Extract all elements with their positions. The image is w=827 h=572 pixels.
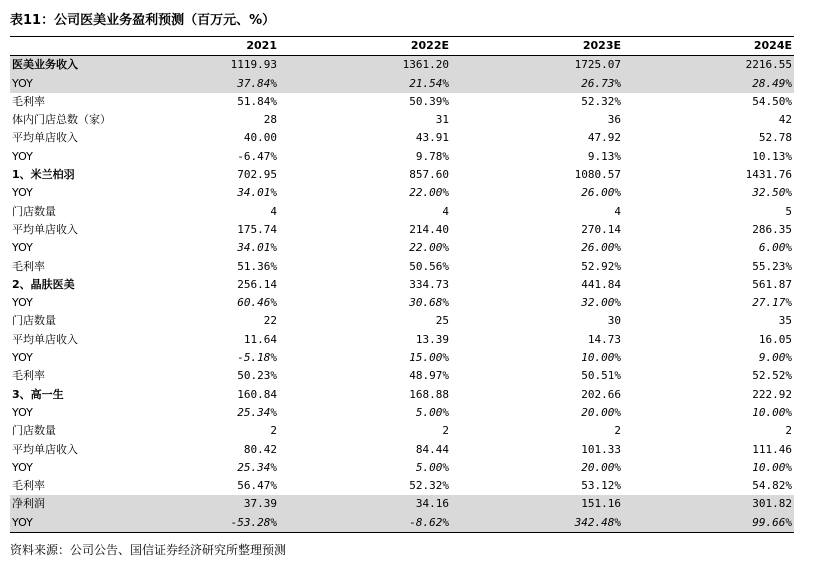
value-cell: 9.00% xyxy=(758,351,792,365)
header-cell-label xyxy=(10,37,170,56)
value-cell: 6.00% xyxy=(758,241,792,255)
table-row xyxy=(10,477,794,495)
value-cell: 50.51% xyxy=(581,369,621,383)
value-cell: 60.46% xyxy=(237,296,277,310)
row-label: 平均单店收入 xyxy=(12,442,78,456)
row-label: 毛利率 xyxy=(12,94,45,108)
table-row xyxy=(10,367,794,385)
value-cell: 21.54% xyxy=(279,75,451,93)
value-cell: 52.78 xyxy=(758,131,792,145)
value-cell: 16.05 xyxy=(758,332,792,346)
value-cell: 14.73 xyxy=(587,332,621,346)
value-cell: 51.84% xyxy=(237,94,277,108)
value-cell: -6.47% xyxy=(237,149,277,163)
value-cell: 168.88 xyxy=(409,387,449,401)
value-cell: 175.74 xyxy=(237,222,277,236)
value-cell: 25 xyxy=(435,314,449,328)
row-label: 2、晶肤医美 xyxy=(12,277,75,291)
header-cell-2024e: 2024E xyxy=(623,37,794,56)
value-cell: 342.48% xyxy=(451,514,623,533)
value-cell: 214.40 xyxy=(409,222,449,236)
table-title: 表11：公司医美业务盈利预测（百万元、%） xyxy=(10,13,276,28)
value-cell: 2 xyxy=(785,424,792,438)
value-cell: 22 xyxy=(263,314,277,328)
header-cell-2022e: 2022E xyxy=(279,37,451,56)
value-cell: 27.17% xyxy=(752,296,792,310)
value-cell: 151.16 xyxy=(451,495,623,513)
header-cell-2023e: 2023E xyxy=(451,37,623,56)
value-cell: 37.84% xyxy=(170,75,279,93)
source-note: 资料来源：公司公告、国信证券经济研究所整理预测 xyxy=(10,543,287,557)
table-row xyxy=(10,276,794,294)
table-row xyxy=(10,312,794,330)
row-label: YOY xyxy=(12,186,33,200)
table-row xyxy=(10,56,794,75)
value-cell: 1725.07 xyxy=(451,56,623,75)
value-cell: 26.00% xyxy=(581,186,621,200)
table-row xyxy=(10,422,794,440)
value-cell: -53.28% xyxy=(170,514,279,533)
value-cell: 55.23% xyxy=(752,259,792,273)
row-label: 净利润 xyxy=(10,495,170,513)
row-label: 平均单店收入 xyxy=(12,222,78,236)
value-cell: 52.52% xyxy=(752,369,792,383)
value-cell: 286.35 xyxy=(752,222,792,236)
value-cell: 10.13% xyxy=(752,149,792,163)
value-cell: 22.00% xyxy=(409,186,449,200)
value-cell: 10.00% xyxy=(581,351,621,365)
value-cell: 4 xyxy=(614,204,621,218)
value-cell: 53.12% xyxy=(581,479,621,493)
value-cell: 9.13% xyxy=(587,149,621,163)
row-label: 门店数量 xyxy=(12,204,56,218)
value-cell: 5.00% xyxy=(415,460,449,474)
row-label: YOY xyxy=(12,241,33,255)
value-cell: 5 xyxy=(785,204,792,218)
row-label: 门店数量 xyxy=(12,424,56,438)
value-cell: 10.00% xyxy=(752,460,792,474)
table-row xyxy=(10,93,794,111)
table-row xyxy=(10,148,794,166)
value-cell: 52.32% xyxy=(409,479,449,493)
row-label: YOY xyxy=(12,149,33,163)
value-cell: 22.00% xyxy=(409,241,449,255)
value-cell: 28.49% xyxy=(623,75,794,93)
value-cell: 34.16 xyxy=(279,495,451,513)
table-row xyxy=(10,459,794,477)
row-label: YOY xyxy=(12,405,33,419)
value-cell: 301.82 xyxy=(623,495,794,513)
value-cell: 50.56% xyxy=(409,259,449,273)
value-cell: 25.34% xyxy=(237,460,277,474)
value-cell: 48.97% xyxy=(409,369,449,383)
table-row xyxy=(10,184,794,202)
value-cell: 857.60 xyxy=(409,168,449,182)
value-cell: 34.01% xyxy=(237,241,277,255)
value-cell: 202.66 xyxy=(581,387,621,401)
table-row xyxy=(10,514,794,533)
value-cell: 4 xyxy=(442,204,449,218)
value-cell: 1080.57 xyxy=(574,168,621,182)
value-cell: 1361.20 xyxy=(279,56,451,75)
value-cell: 5.00% xyxy=(415,405,449,419)
value-cell: 35 xyxy=(778,314,792,328)
header-row xyxy=(10,37,794,56)
value-cell: 334.73 xyxy=(409,277,449,291)
value-cell: 256.14 xyxy=(237,277,277,291)
row-label: YOY xyxy=(10,75,170,93)
value-cell: 42 xyxy=(778,113,792,127)
value-cell: 32.50% xyxy=(752,186,792,200)
table-row xyxy=(10,349,794,367)
value-cell: 52.32% xyxy=(581,94,621,108)
value-cell: 20.00% xyxy=(581,460,621,474)
value-cell: 30.68% xyxy=(409,296,449,310)
value-cell: 441.84 xyxy=(581,277,621,291)
table-row xyxy=(10,294,794,312)
row-label: 体内门店总数（家） xyxy=(12,113,111,127)
value-cell: 222.92 xyxy=(752,387,792,401)
value-cell: 25.34% xyxy=(237,405,277,419)
table-row xyxy=(10,203,794,221)
table-row xyxy=(10,221,794,239)
value-cell: 160.84 xyxy=(237,387,277,401)
forecast-table xyxy=(10,36,794,533)
row-label: YOY xyxy=(10,514,170,533)
table-row xyxy=(10,166,794,184)
value-cell: 2 xyxy=(614,424,621,438)
row-label: 1、米兰柏羽 xyxy=(12,168,75,182)
value-cell: 11.64 xyxy=(243,332,277,346)
value-cell: 30 xyxy=(607,314,621,328)
value-cell: 26.00% xyxy=(581,241,621,255)
table-row xyxy=(10,75,794,93)
value-cell: 270.14 xyxy=(581,222,621,236)
value-cell: 101.33 xyxy=(581,442,621,456)
value-cell: 99.66% xyxy=(623,514,794,533)
value-cell: 561.87 xyxy=(752,277,792,291)
row-label: 平均单店收入 xyxy=(12,332,78,346)
value-cell: 84.44 xyxy=(415,442,449,456)
value-cell: 31 xyxy=(435,113,449,127)
value-cell: 50.39% xyxy=(409,94,449,108)
value-cell: 2216.55 xyxy=(623,56,794,75)
value-cell: 52.92% xyxy=(581,259,621,273)
row-label: 3、高一生 xyxy=(12,387,64,401)
value-cell: 50.23% xyxy=(237,369,277,383)
value-cell: 28 xyxy=(263,113,277,127)
value-cell: 13.39 xyxy=(415,332,449,346)
value-cell: 26.73% xyxy=(451,75,623,93)
value-cell: 54.50% xyxy=(752,94,792,108)
row-label: 医美业务收入 xyxy=(10,56,170,75)
value-cell: 2 xyxy=(270,424,277,438)
row-label: YOY xyxy=(12,460,33,474)
value-cell: 9.78% xyxy=(415,149,449,163)
table-row xyxy=(10,129,794,147)
table-row xyxy=(10,258,794,276)
value-cell: 111.46 xyxy=(752,442,792,456)
table-row xyxy=(10,404,794,422)
value-cell: 37.39 xyxy=(170,495,279,513)
value-cell: 32.00% xyxy=(581,296,621,310)
value-cell: 80.42 xyxy=(243,442,277,456)
value-cell: 15.00% xyxy=(409,351,449,365)
value-cell: -8.62% xyxy=(279,514,451,533)
value-cell: 4 xyxy=(270,204,277,218)
table-row xyxy=(10,386,794,404)
value-cell: 10.00% xyxy=(752,405,792,419)
value-cell: -5.18% xyxy=(237,351,277,365)
row-label: 毛利率 xyxy=(12,369,45,383)
table-row xyxy=(10,441,794,459)
row-label: 门店数量 xyxy=(12,314,56,328)
value-cell: 702.95 xyxy=(237,168,277,182)
row-label: YOY xyxy=(12,296,33,310)
table-row xyxy=(10,495,794,513)
table-body xyxy=(10,56,794,533)
row-label: 平均单店收入 xyxy=(12,131,78,145)
header-cell-2021: 2021 xyxy=(170,37,279,56)
value-cell: 1431.76 xyxy=(745,168,792,182)
row-label: 毛利率 xyxy=(12,259,45,273)
table-row xyxy=(10,239,794,257)
value-cell: 51.36% xyxy=(237,259,277,273)
value-cell: 54.82% xyxy=(752,479,792,493)
value-cell: 56.47% xyxy=(237,479,277,493)
value-cell: 40.00 xyxy=(243,131,277,145)
row-label: YOY xyxy=(12,351,33,365)
value-cell: 43.91 xyxy=(415,131,449,145)
value-cell: 1119.93 xyxy=(170,56,279,75)
value-cell: 36 xyxy=(607,113,621,127)
table-row xyxy=(10,331,794,349)
value-cell: 34.01% xyxy=(237,186,277,200)
value-cell: 47.92 xyxy=(587,131,621,145)
value-cell: 20.00% xyxy=(581,405,621,419)
value-cell: 2 xyxy=(442,424,449,438)
row-label: 毛利率 xyxy=(12,479,45,493)
table-row xyxy=(10,111,794,129)
